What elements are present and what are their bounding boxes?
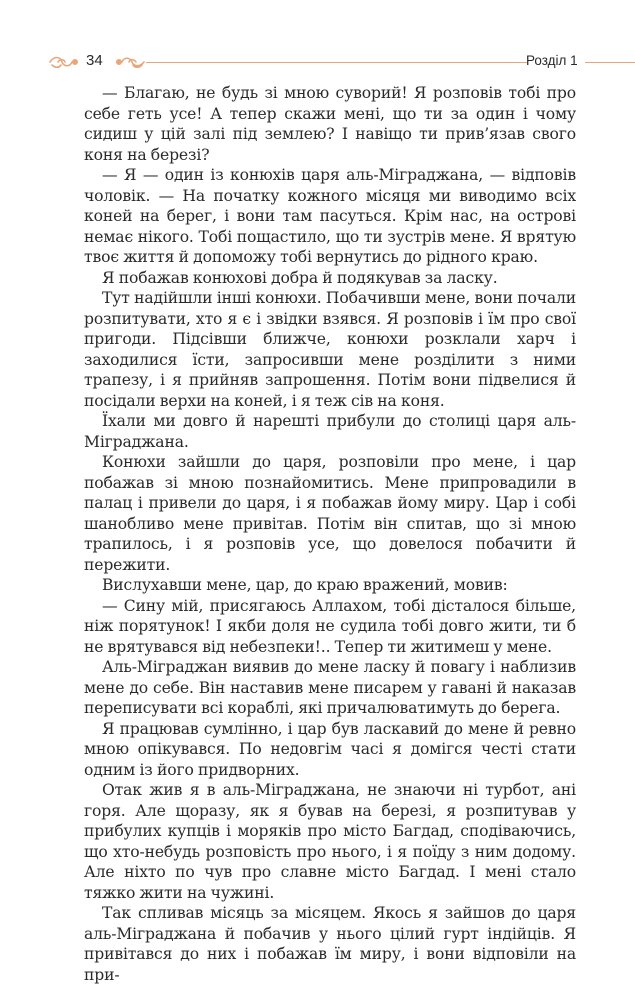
paragraph: — Благаю, не будь зі мною суворий! Я розповів тобі про себе геть усе! А тепер скажи мені, що ти за один і чому сидиш у цій залі під землею? І навіщо ти прив’язав свого коня на березі? xyxy=(84,84,576,164)
paragraph: Так спливав місяць за місяцем. Якось я зайшов до царя аль-Міграджана й побачив у нього цілий гурт індійців. Я привітався до них і побажав їм миру, і вони відповіли на при- xyxy=(84,904,576,984)
paragraph: Аль-Міграджан виявив до мене ласку й повагу і наблизив мене до себе. Він наставив мене писарем у гавані й наказав переписувати всі кораблі, які причалюватимуть до берега. xyxy=(84,658,576,717)
chapter-label: Розділ 1 xyxy=(526,53,578,68)
paragraph: Вислухавши мене, цар, до краю вражений, мовив: xyxy=(102,576,508,594)
header-rule-left xyxy=(146,62,527,63)
paragraph: Конюхи зайшли до царя, розповіли про мене, і цар побажав зі мною познайомитись. Мене припровадили в палац і привели до царя, і я побажав йому миру. Цар і собі шанобливо мене привітав. Потім він спитав, що зі мною трапилось, і я розповів усе, що довелося побачити й пережити. xyxy=(84,453,576,574)
header-rule-right xyxy=(585,62,635,63)
paragraph: Я працював сумлінно, і цар був ласкавий до мене й ревно мною опікувався. По недовгім часі я домігся честі стати одним із його придворних. xyxy=(84,719,576,779)
paragraph: Їхали ми довго й нарешті прибули до столиці царя аль-Міграджана. xyxy=(84,412,576,451)
ornament-left-icon xyxy=(48,54,82,70)
paragraph: Я побажав конюхові добра й подякував за ласку. xyxy=(102,268,498,287)
body-text xyxy=(84,83,576,985)
page-number: 34 xyxy=(86,52,103,69)
paragraph: Отак жив я в аль-Міграджана, не знаючи ні турбот, ані горя. Але щоразу, як я бував на березі, я розпитував у прибулих купців і моряків про місто Багдад, сподіваючись, що хто-небудь розповість про нього, і я поїду з ним додому. Але ніхто по чув про славне місто Багдад. І мені стало тяжко жити на чужині. xyxy=(84,781,576,902)
ornament-right-icon xyxy=(112,54,146,70)
running-header xyxy=(0,50,635,76)
paragraph: Тут надійшли інші конюхи. Побачивши мене, вони почали розпитувати, хто я є і звідки взявся. Я розповів і їм про свої пригоди. Підсівши ближче, конюхи розклали харч і заходилися їсти, запросивши мене розділити з ними трапезу, і я прийняв запрошення. Потім вони підвелися й посідали верхи на коней, і я теж сів на коня. xyxy=(84,289,576,410)
paragraph: — Сину мій, присягаюсь Аллахом, тобі дісталося більше, ніж порятунок! І якби доля не судила тобі довго жити, ти б не врятувався від небезпеки!.. Тепер ти житимеш у мене. xyxy=(84,596,576,656)
paragraph: — Я — один із конюхів царя аль-Міграджана, — відповів чоловік. — На початку кожного місяця ми виводимо всіх коней на берег, і вони там пасуться. Крім нас, на острові немає нікого. Тобі пощастило, що ти зустрів мене. Я врятую твоє життя й допоможу тобі вернутись до рідного краю. xyxy=(84,166,576,266)
